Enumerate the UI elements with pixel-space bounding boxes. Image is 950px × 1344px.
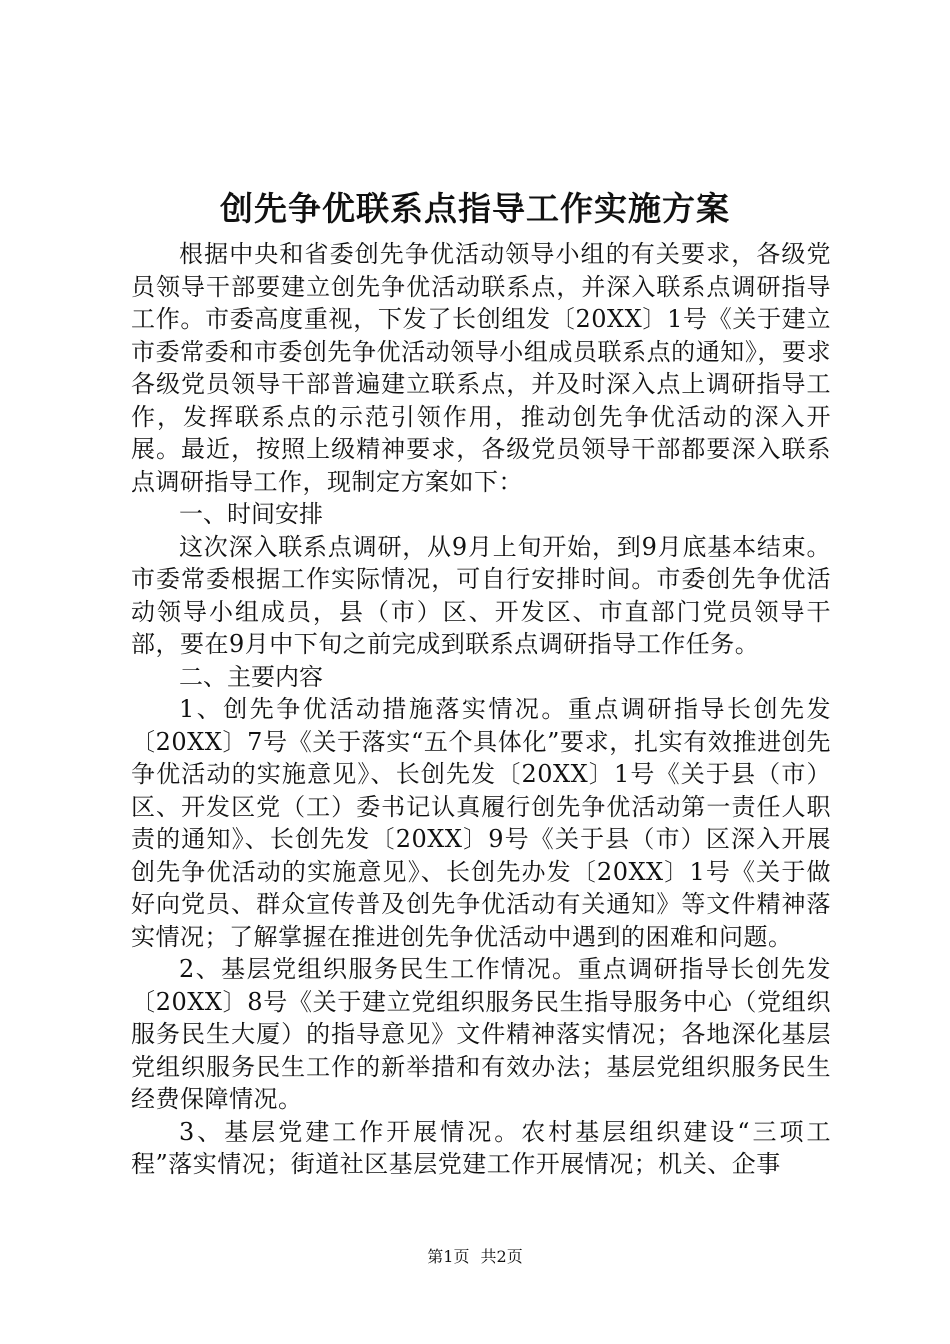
section-heading-schedule: 一、时间安排 [179, 500, 323, 528]
paragraph-item-1: 1、创先争优活动措施落实情况。重点调研指导长创先发〔20XX〕7号《关于落实“五个具体化”要求，扎实有效推进创先争优活动的实施意见》、长创先发〔20XX〕1号《关于县（市）区、开发区党（工）委书记认真履行创先争优活动第一责任人职责的通知》、长创先发〔20XX〕9号《关于县（市）区深入开展创先争优活动的实施意见》、长创先办发〔20XX〕1号《关于做好向党员、群众宣传普及创先争优活动有关通知》等文件精神落实情况；了解掌握在推进创先争优活动中遇到的困难和问题。 [131, 695, 831, 951]
page-number-total: 共2页 [480, 1247, 523, 1266]
document-body [131, 238, 831, 1181]
section-heading-content: 二、主要内容 [179, 662, 323, 691]
document-title: 创先争优联系点指导工作实施方案 [220, 189, 730, 228]
paragraph-intro: 根据中央和省委创先争优活动领导小组的有关要求，各级党员领导干部要建立创先争优活动联系点，并深入联系点调研指导工作。市委高度重视，下发了长创组发〔20XX〕1号《关于建立市委常委和市委创先争优活动领导小组成员联系点的通知》，要求各级党员领导干部普遍建立联系点，并及时深入点上调研指导工作，发挥联系点的示范引领作用，推动创先争优活动的深入开展。最近，按照上级精神要求，各级党员领导干部都要深入联系点调研指导工作，现制定方案如下： [131, 240, 831, 496]
page-number-current: 第1页 [427, 1247, 470, 1266]
paragraph-schedule: 这次深入联系点调研，从9月上旬开始，到9月底基本结束。市委常委根据工作实际情况，可自行安排时间。市委创先争优活动领导小组成员，县（市）区、开发区、市直部门党员领导干部，要在9月中下旬之前完成到联系点调研指导工作任务。 [131, 532, 831, 658]
paragraph-item-2: 2、基层党组织服务民生工作情况。重点调研指导长创先发〔20XX〕8号《关于建立党组织服务民生指导服务中心（党组织服务民生大厦）的指导意见》文件精神落实情况；各地深化基层党组织服务民生工作的新举措和有效办法；基层党组织服务民生经费保障情况。 [131, 955, 831, 1113]
page-footer [0, 1245, 950, 1269]
paragraph-item-3: 3、基层党建工作开展情况。农村基层组织建设“三项工程”落实情况；街道社区基层党建工作开展情况；机关、企事 [131, 1117, 831, 1178]
